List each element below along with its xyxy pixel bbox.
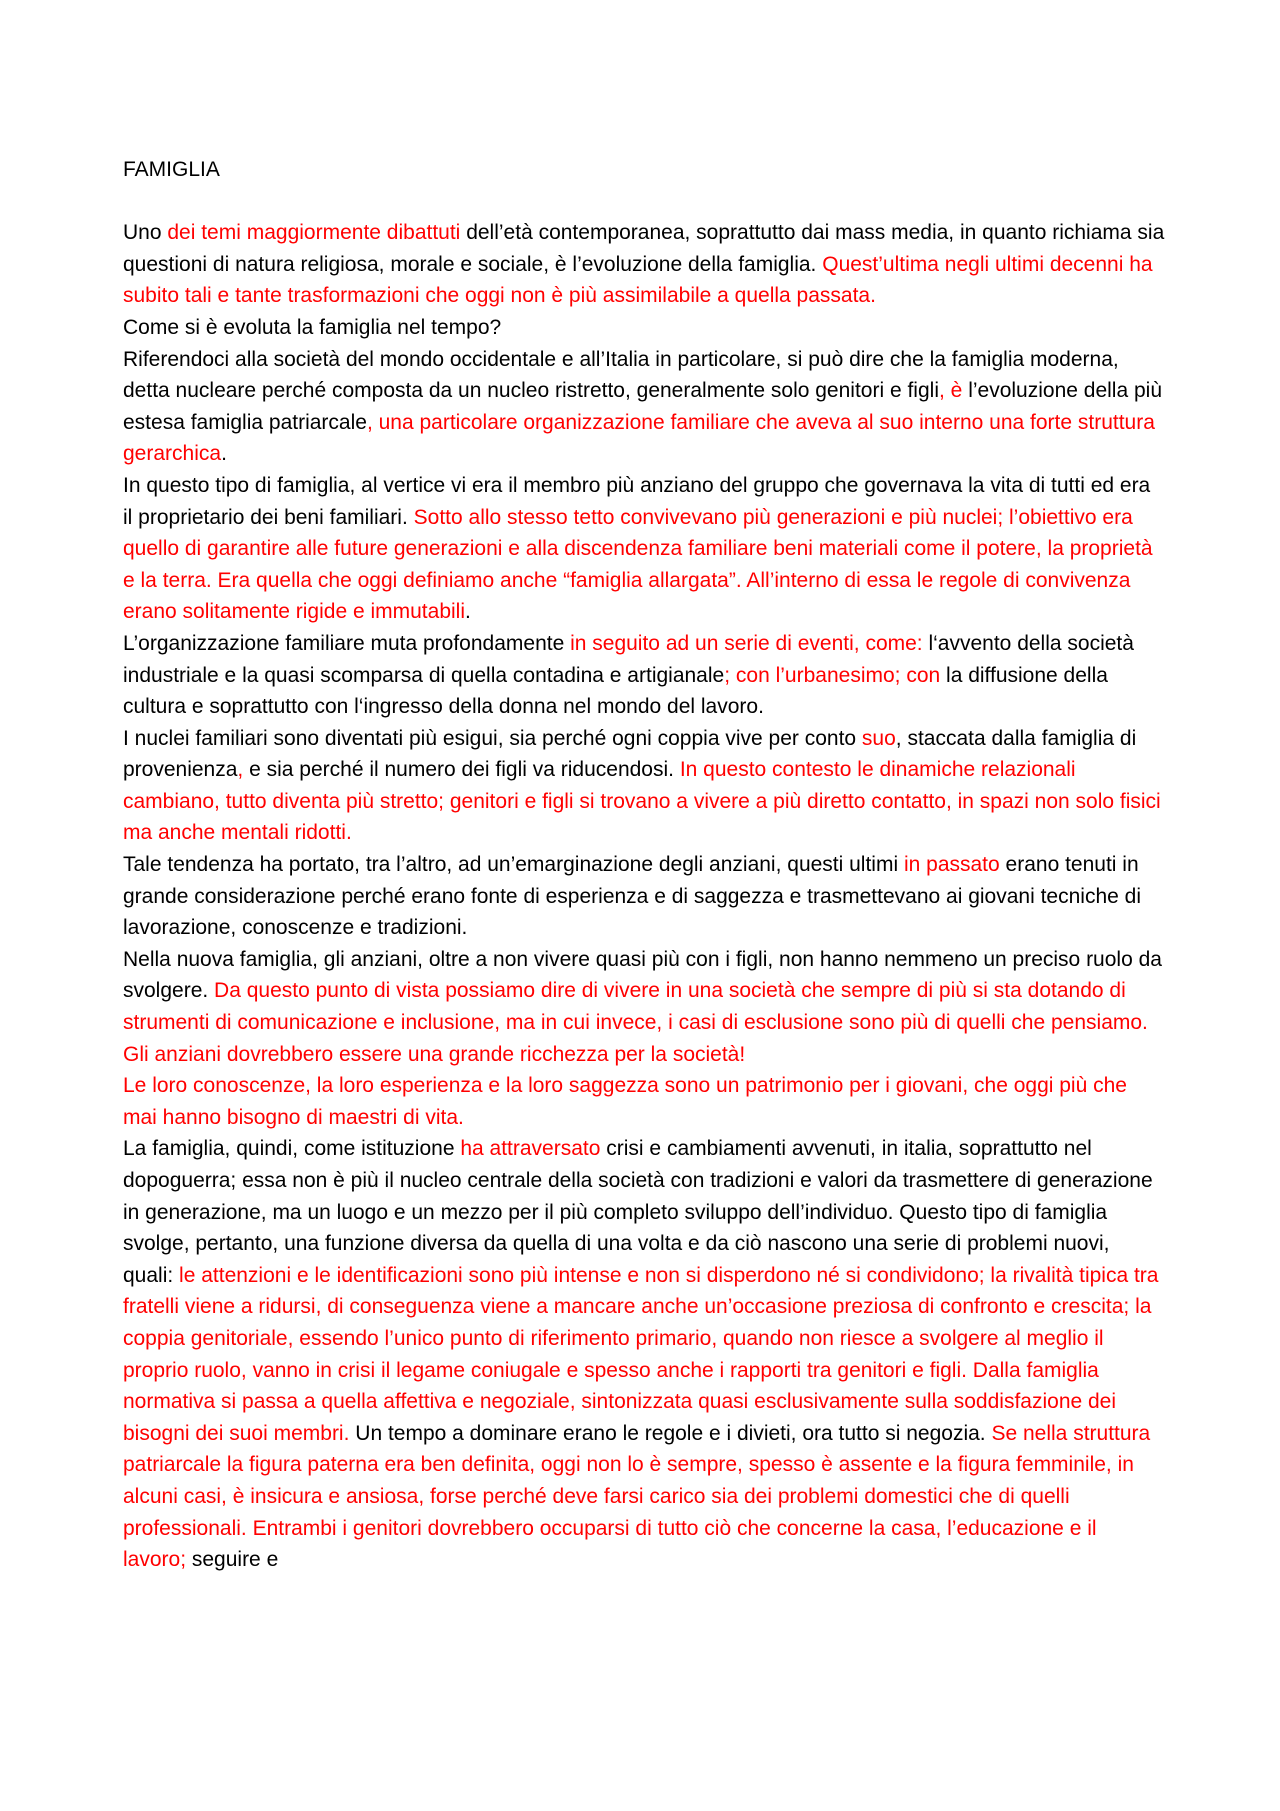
highlighted-text-run: Quest’ultima negli ultimi decenni ha subito tali e tante trasformazioni che oggi non è più assimilabile a quella passata. bbox=[123, 252, 1153, 308]
highlighted-text-run: suo bbox=[861, 726, 896, 750]
text-run: Riferendoci alla società del mondo occidentale e all’Italia in particolare, si può dire che la famiglia moderna, detta nucleare perché composta da un nucleo ristretto, generalmente solo genitori e figli bbox=[123, 347, 1119, 403]
document-body bbox=[123, 217, 1165, 1576]
text-run: Uno bbox=[123, 221, 168, 245]
text-run: e sia perché il numero dei figli va riducendosi. bbox=[243, 758, 680, 782]
paragraph bbox=[123, 944, 1165, 1070]
paragraph bbox=[123, 470, 1165, 628]
highlighted-text-run: ha attraversato bbox=[460, 1137, 601, 1161]
highlighted-text-run: , bbox=[237, 758, 244, 782]
highlighted-text-run: In questo contesto le dinamiche relazionali cambiano, tutto diventa più stretto; genitori e figli si trovano a vivere a più diretto contatto, in spazi non solo fisici ma anche mentali ridotti. bbox=[123, 758, 1161, 845]
text-run: L’organizzazione familiare muta profondamente bbox=[123, 631, 571, 655]
text-run: I nuclei familiari sono diventati più esigui, sia perché ogni coppia vive per conto bbox=[123, 726, 862, 750]
text-run: La famiglia, quindi, come istituzione bbox=[123, 1137, 461, 1161]
text-run: . bbox=[221, 442, 227, 466]
paragraph bbox=[123, 344, 1165, 470]
highlighted-text-run: Le loro conoscenze, la loro esperienza e la loro saggezza sono un patrimonio per i giovani, che oggi più che mai hanno bisogno di maestri di vita. bbox=[123, 1074, 1127, 1129]
paragraph bbox=[123, 1133, 1165, 1575]
text-run: l’evoluzione della più estesa famiglia patriarcale bbox=[123, 379, 1162, 434]
highlighted-text-run: le attenzioni e le identificazioni sono più intense e non si disperdono né si condividono; la rivalità tipica tra fratelli viene a ridursi, di conseguenza viene a mancare anche un’occasione preziosa di confronto e crescita; la coppia genitoriale, essendo l’unico punto di riferimento primario, quando non riesce a svolgere al meglio il proprio ruolo, vanno in crisi il legame coniugale e spesso anche i rapporti tra genitori e figli. Dalla famiglia normativa si passa a quella affettiva e negoziale, sintonizzata quasi esclusivamente sulla soddisfazione dei bisogni dei suoi membri. bbox=[123, 1263, 1159, 1445]
text-run: crisi e cambiamenti avvenuti, in italia, soprattutto nel dopoguerra; essa non è più il nucleo centrale della società con tradizioni e valori da trasmettere di generazione in generazione, ma un luogo e un mezzo per il più completo sviluppo dell’individuo. Questo tipo di famiglia svolge, pertanto, una funzione diversa da quella di una volta e da ciò nascono una serie di problemi nuovi, quali: bbox=[123, 1137, 1153, 1287]
document-title: FAMIGLIA bbox=[123, 158, 220, 181]
text-run: Tale tendenza ha portato, tra l’altro, ad un’emarginazione degli anziani, questi ultimi bbox=[123, 853, 904, 877]
text-run: erano tenuti in grande considerazione perché erano fonte di esperienza e di saggezza e trasmettevano ai giovani tecniche di lavorazione, conoscenze e tradizioni. bbox=[123, 853, 1141, 940]
text-run: , staccata dalla famiglia di provenienza bbox=[123, 726, 1137, 782]
highlighted-text-run: in passato bbox=[903, 853, 1000, 877]
text-run: Un tempo a dominare erano le regole e i divieti, ora tutto si negozia. bbox=[349, 1421, 992, 1445]
text-run: dell’età contemporanea, soprattutto dai mass media, in quanto richiama sia questioni di natura religiosa, morale e sociale, è l’evoluzione della famiglia. bbox=[123, 221, 1165, 276]
text-run: . bbox=[465, 600, 471, 624]
highlighted-text-run: Se nella struttura patriarcale la figura paterna era ben definita, oggi non lo è sempre, spesso è assente e la figura femminile, in alcuni casi, è insicura e ansiosa, forse perché deve farsi carico sia dei problemi domestici che di quelli professionali. Entrambi i genitori dovrebbero occuparsi di tutto ciò che concerne la casa, l’educazione e il lavoro; bbox=[123, 1421, 1151, 1572]
highlighted-text-run: l’urbanesimo; con bbox=[775, 663, 941, 687]
highlighted-text-run: , una particolare organizzazione familiare che aveva al suo interno una forte struttura gerarchica bbox=[123, 410, 1155, 466]
highlighted-text-run: ; con bbox=[724, 663, 776, 687]
blank-line bbox=[123, 186, 1165, 218]
text-run: l‘avvento della società industriale e la quasi scomparsa di quella contadina e artigianale bbox=[123, 631, 1134, 687]
paragraph bbox=[123, 628, 1165, 723]
paragraph bbox=[123, 849, 1165, 944]
text-run: Nella nuova famiglia, gli anziani, oltre a non vivere quasi più con i figli, non hanno nemmeno un preciso ruolo da svolgere. bbox=[123, 947, 1162, 1003]
paragraph bbox=[123, 217, 1165, 312]
paragraph bbox=[123, 312, 1165, 344]
highlighted-text-run: Sotto allo stesso tetto convivevano più generazioni e più nuclei; l’obiettivo era quello di garantire alle future generazioni e alla discendenza familiare beni materiali come il potere, la proprietà e la terra. Era quella che oggi definiamo anche “famiglia allargata”. All’interno di essa le regole di convivenza erano solitamente rigide e immutabili bbox=[123, 505, 1153, 624]
highlighted-text-run: dei temi maggiormente dibattuti bbox=[167, 221, 461, 245]
highlighted-text-run: Da questo punto di vista possiamo dire di vivere in una società che sempre di più si sta dotando di strumenti di comunicazione e inclusione, ma in cui invece, i casi di esclusione sono più di quelli che pensiamo. Gli anziani dovrebbero essere una grande ricchezza per la società! bbox=[123, 979, 1148, 1066]
highlighted-text-run: , è bbox=[939, 379, 963, 403]
text-run: Come si è evoluta la famiglia nel tempo? bbox=[123, 315, 502, 339]
text-run: seguire e bbox=[186, 1548, 279, 1572]
text-run: la diffusione della cultura e soprattutto con l‘ingresso della donna nel mondo del lavoro. bbox=[123, 663, 1108, 719]
paragraph bbox=[123, 1070, 1165, 1133]
text-run: In questo tipo di famiglia, al vertice vi era il membro più anziano del gruppo che governava la vita di tutti ed era il proprietario dei beni familiari. bbox=[123, 473, 1151, 529]
paragraph bbox=[123, 723, 1165, 849]
highlighted-text-run: in seguito ad un serie di eventi, come: bbox=[570, 631, 923, 655]
